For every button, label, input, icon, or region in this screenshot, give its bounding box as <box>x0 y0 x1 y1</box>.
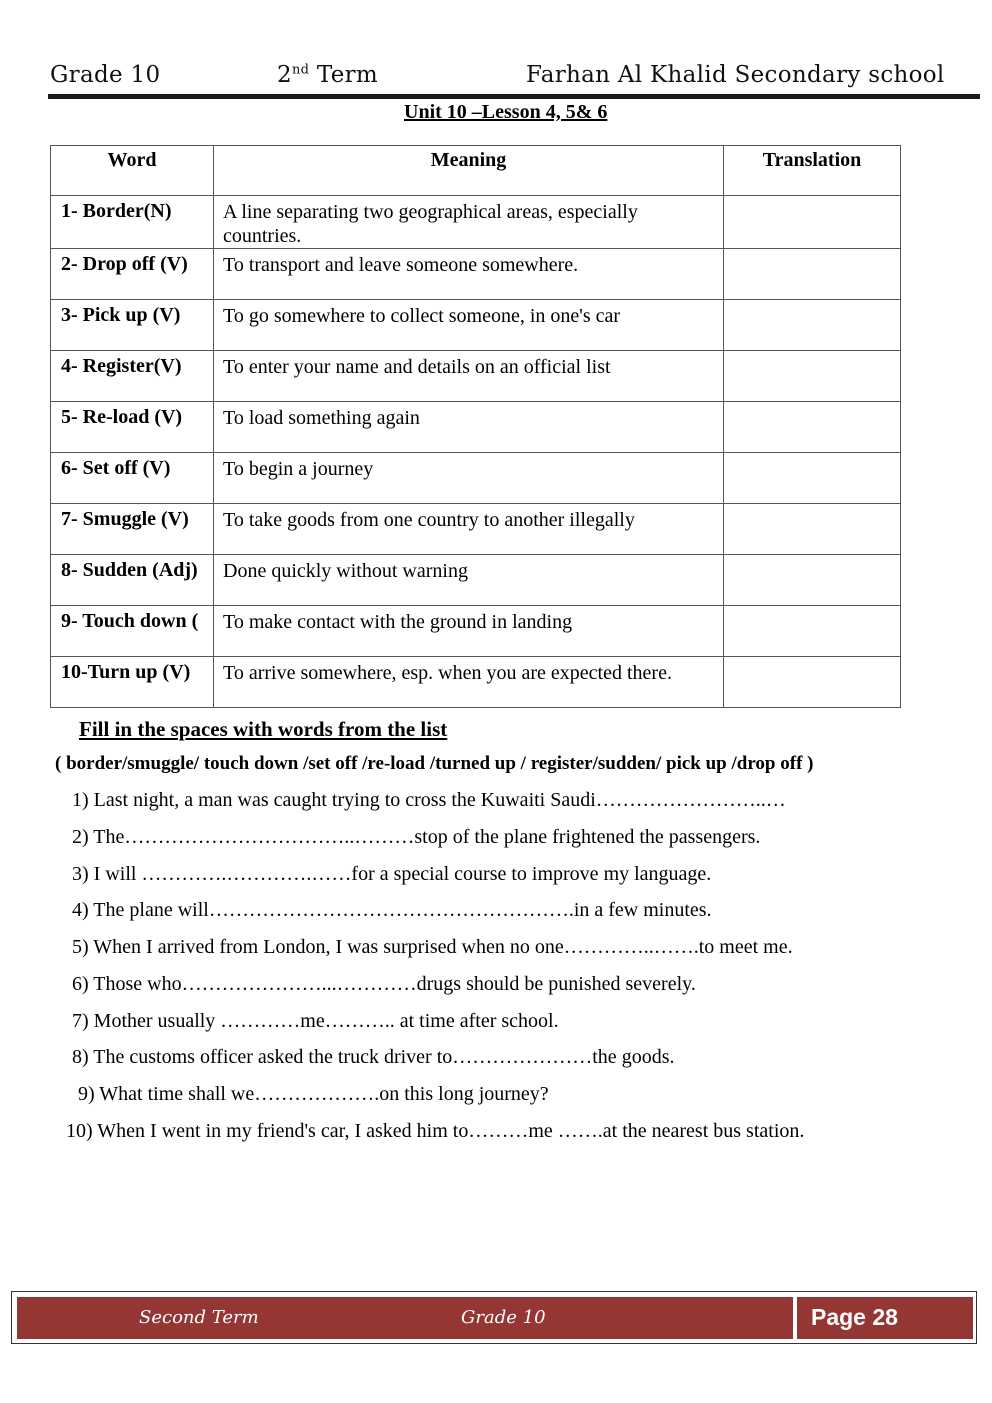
header-grade: Grade 10 <box>50 62 161 88</box>
exercise-word-list: ( border/smuggle/ touch down /set off /re-load /turned up / register/sudden/ pick up /drop off ) <box>55 753 814 774</box>
page-number-box <box>797 1297 973 1339</box>
header-term-num: 2 <box>277 62 292 88</box>
vocab-row <box>51 249 901 300</box>
vocab-meaning: To begin a journey <box>214 453 724 504</box>
page-number: Page 28 <box>811 1304 898 1330</box>
header-translation: Translation <box>724 146 901 196</box>
header-rule <box>48 94 980 99</box>
vocab-translation[interactable] <box>724 657 901 708</box>
exercise-sentence: 6) Those who…………………...…………drugs should be punished severely. <box>72 973 696 995</box>
vocab-meaning: To make contact with the ground in landing <box>214 606 724 657</box>
vocab-translation[interactable] <box>724 606 901 657</box>
vocab-meaning: A line separating two geographical areas, especially countries. <box>214 196 724 249</box>
vocab-translation[interactable] <box>724 504 901 555</box>
footer-bar <box>17 1297 793 1339</box>
vocab-row <box>51 196 901 249</box>
exercise-sentence: 2) The……………………………..………stop of the plane frightened the passengers. <box>72 826 761 848</box>
header-school: Farhan Al Khalid Secondary school <box>526 62 945 88</box>
vocab-word: 2- Drop off (V) <box>51 249 214 300</box>
vocab-word: 4- Register(V) <box>51 351 214 402</box>
exercise-sentence: 8) The customs officer asked the truck driver to…………………the goods. <box>72 1046 675 1068</box>
vocab-meaning: To transport and leave someone somewhere. <box>214 249 724 300</box>
vocab-meaning: Done quickly without warning <box>214 555 724 606</box>
header-term-word: Term <box>309 62 379 88</box>
vocab-meaning: To arrive somewhere, esp. when you are expected there. <box>214 657 724 708</box>
header-meaning: Meaning <box>214 146 724 196</box>
vocab-translation[interactable] <box>724 402 901 453</box>
vocab-word: 5- Re-load (V) <box>51 402 214 453</box>
exercise-sentence: 9) What time shall we……………….on this long journey? <box>78 1083 549 1105</box>
vocab-row <box>51 504 901 555</box>
exercise-sentence: 7) Mother usually …………me……….. at time after school. <box>72 1010 559 1032</box>
exercise-sentence: 4) The plane will……………………………………………….in a few minutes. <box>72 899 712 921</box>
vocab-translation[interactable] <box>724 351 901 402</box>
vocab-translation[interactable] <box>724 555 901 606</box>
exercise-sentence: 1) Last night, a man was caught trying to cross the Kuwaiti Saudi……………………..… <box>72 789 786 811</box>
vocab-row <box>51 300 901 351</box>
vocab-row <box>51 351 901 402</box>
header-word: Word <box>51 146 214 196</box>
vocab-row <box>51 555 901 606</box>
footer-term: Second Term <box>139 1307 259 1328</box>
vocab-translation[interactable] <box>724 249 901 300</box>
vocab-meaning: To load something again <box>214 402 724 453</box>
vocab-translation[interactable] <box>724 453 901 504</box>
exercise-sentence: 3) I will ………….………….……for a special course to improve my language. <box>72 863 712 885</box>
vocab-meaning: To go somewhere to collect someone, in one's car <box>214 300 724 351</box>
vocab-meaning: To enter your name and details on an official list <box>214 351 724 402</box>
vocab-row <box>51 606 901 657</box>
vocab-word: 1- Border(N) <box>51 196 214 249</box>
vocab-row <box>51 402 901 453</box>
vocab-translation[interactable] <box>724 300 901 351</box>
vocab-word: 7- Smuggle (V) <box>51 504 214 555</box>
vocab-table <box>50 145 901 708</box>
exercise-title: Fill in the spaces with words from the list <box>79 717 448 741</box>
vocab-word: 6- Set off (V) <box>51 453 214 504</box>
vocab-translation[interactable] <box>724 196 901 249</box>
page-header <box>50 62 945 92</box>
vocab-meaning: To take goods from one country to another illegally <box>214 504 724 555</box>
header-term-sup: nd <box>291 62 310 78</box>
vocab-word: 10-Turn up (V) <box>51 657 214 708</box>
vocab-word: 8- Sudden (Adj) <box>51 555 214 606</box>
vocab-word: 3- Pick up (V) <box>51 300 214 351</box>
exercise-sentence: 5) When I arrived from London, I was surprised when no one…………..…….to meet me. <box>72 936 793 958</box>
vocab-word: 9- Touch down ( <box>51 606 214 657</box>
footer-grade: Grade 10 <box>461 1307 546 1328</box>
vocab-header-row <box>51 146 901 196</box>
exercise-sentence: 10) When I went in my friend's car, I asked him to………me …….at the nearest bus station. <box>66 1120 805 1142</box>
header-term <box>277 62 378 88</box>
vocab-row <box>51 657 901 708</box>
vocab-row <box>51 453 901 504</box>
unit-title: Unit 10 –Lesson 4, 5& 6 <box>404 101 608 123</box>
